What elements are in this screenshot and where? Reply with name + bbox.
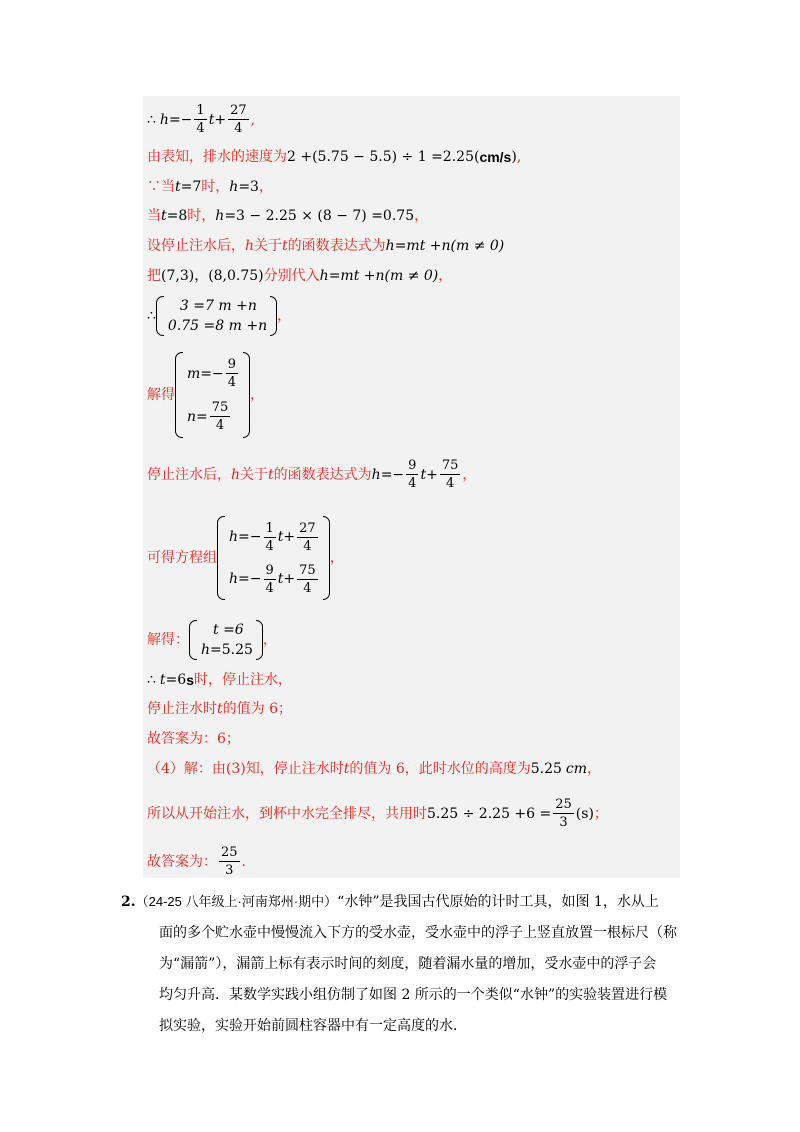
denominator: 4: [215, 418, 225, 433]
equation-system: [189, 620, 263, 660]
problem-text: 拟实验，实验开始前圆柱容器中有一定高度的水．: [159, 1018, 467, 1034]
punct: .: [241, 853, 246, 870]
solution-text: 关于: [254, 238, 283, 254]
solution-text: 分别代入: [263, 268, 320, 284]
fraction: [406, 459, 418, 490]
solution-text: 的值为 6，此时水位的高度为: [349, 761, 531, 777]
solution-line-2: [147, 150, 521, 164]
solution-text: 故答案为：: [147, 853, 217, 870]
math-expression: =3 − 2.25 × (8 − 7) =0.75: [224, 208, 415, 224]
denominator: 3: [559, 815, 568, 830]
equation-system: [156, 296, 277, 336]
unit-text: cm: [565, 761, 588, 777]
math-text: =−: [238, 571, 262, 587]
punct: ,: [516, 149, 522, 165]
math-text: =−: [168, 111, 193, 128]
problem-number: 2.: [121, 894, 136, 910]
math-text: ): [511, 149, 517, 165]
punct: ,: [250, 111, 256, 128]
var-t: t: [268, 466, 274, 483]
solution-text: 解得：: [147, 632, 189, 648]
solution-text: 的函数表达式为: [273, 466, 372, 483]
solution-line-4: [147, 209, 428, 223]
system-rows: [229, 516, 320, 600]
problem-line: [121, 886, 681, 918]
denominator: 4: [265, 538, 274, 554]
denominator: 3: [225, 863, 234, 878]
numerator: 9: [408, 458, 417, 473]
right-paren: [323, 516, 330, 600]
fraction: [264, 564, 276, 595]
solution-text: 的函数表达式为: [287, 238, 386, 254]
var-t: t: [159, 672, 166, 688]
var-h: h: [215, 208, 225, 224]
left-brace: [189, 620, 197, 660]
fraction: [219, 846, 240, 877]
system-rows: [168, 296, 267, 336]
solution-text: 的值为 6；: [222, 701, 292, 717]
var-t: t: [282, 238, 288, 254]
fraction: [553, 798, 574, 829]
solution-line-1: [147, 104, 255, 135]
solution-text: 所以从开始注水，到杯中水完全排尽，共用时: [147, 805, 427, 822]
problem-text: “水钟”是我国古代原始的计时工具，如图 1，水从上: [337, 894, 659, 910]
var-t: t: [175, 179, 181, 195]
math-text: +: [426, 466, 438, 483]
var-t: t: [277, 529, 284, 545]
math-text: =7: [180, 179, 202, 195]
numerator: 9: [227, 357, 237, 372]
solution-line-9: [147, 459, 476, 490]
problem-text: 均匀升高．某数学实践小组仿制了如图 2 所示的一个类似“水钟”的实验装置进行模: [159, 987, 668, 1003]
math-text: +: [283, 571, 296, 587]
unit-text: s: [186, 672, 194, 688]
fraction: [297, 522, 318, 553]
punct: ，: [587, 761, 602, 777]
solution-line-8: [147, 352, 264, 438]
solution-text: 停止注水后，: [147, 466, 231, 483]
math-expression: 5.25 ÷ 2.25 +6 =: [427, 805, 552, 822]
punct: ，: [438, 268, 453, 284]
problem-2: [121, 886, 681, 1042]
math-text: =−: [238, 529, 262, 545]
numerator: 75: [211, 400, 229, 415]
punct: ，: [258, 179, 273, 195]
solution-line-6: [147, 269, 452, 283]
solution-line-13: [147, 702, 292, 716]
math-text: =5.25: [210, 642, 253, 658]
equation-row: 0.75 =8 m +n: [167, 318, 268, 334]
denominator: 4: [303, 538, 312, 554]
fraction: [297, 564, 318, 595]
solution-text: 设停止注水后，: [147, 238, 245, 254]
var-h: h: [229, 529, 239, 545]
solution-text: 把: [147, 268, 161, 284]
problem-text: 面的多个贮水壶中慢慢流入下方的受水壶，受水壶中的浮子上竖直放置一根标尺（称: [159, 925, 677, 941]
var-h: h: [385, 238, 395, 254]
solution-line-16: [147, 798, 608, 829]
solution-line-10: [147, 516, 344, 600]
equation-row: [187, 401, 240, 432]
math-text: =6: [165, 672, 187, 688]
math-text: =−: [200, 365, 224, 382]
problem-text: 为“漏箭”），漏箭上标有表示时间的刻度，随着漏水量的增加，受水壶中的浮子会: [159, 956, 657, 972]
numerator: 1: [196, 103, 205, 118]
punct: ，: [462, 466, 477, 483]
math-text: +: [214, 111, 227, 128]
numerator: 1: [265, 520, 274, 536]
solution-text: 关于: [240, 466, 269, 483]
unit-text: (s): [575, 805, 594, 822]
problem-source: （24-25 八年级上·河南郑州·期中）: [135, 894, 338, 909]
fraction: [210, 401, 231, 432]
left-brace: [217, 516, 225, 600]
solution-line-5: [147, 239, 504, 253]
solution-line-7: [147, 296, 291, 336]
solution-line-3: [147, 180, 273, 194]
unit-text: cm/s: [479, 149, 512, 165]
fraction: [440, 459, 461, 490]
solution-text: 时，: [201, 179, 230, 195]
math-text: +: [283, 529, 296, 545]
numerator: 75: [299, 562, 316, 578]
solution-text: 由表知，排水的速度为: [147, 149, 287, 165]
math-text: =3: [238, 179, 259, 195]
var-h: h: [201, 642, 211, 658]
math-text: =−: [380, 466, 405, 483]
solution-text: ∵当: [147, 179, 175, 195]
fraction: [228, 104, 249, 135]
solution-line-15: [147, 762, 601, 776]
math-text: =8: [166, 208, 188, 224]
math-text: 5.25: [530, 761, 562, 777]
var-h: h: [371, 466, 381, 483]
right-paren: [270, 296, 277, 336]
right-paren: [256, 620, 263, 660]
left-brace: [175, 352, 183, 438]
math-expression: =mt +n(m ≠ 0): [328, 268, 439, 284]
denominator: 4: [445, 476, 455, 491]
var-t: t: [208, 111, 215, 128]
var-h: h: [159, 111, 169, 128]
solution-line-12: [147, 673, 292, 687]
solution-line-14: [147, 732, 240, 746]
therefore-symbol: ∴: [147, 672, 156, 688]
equation-row: t =6: [213, 622, 244, 638]
var-h: h: [245, 238, 255, 254]
solution-text: 可得方程组: [147, 550, 217, 566]
punct: ；: [593, 805, 608, 822]
equation-row: [229, 522, 320, 553]
fraction: [264, 522, 276, 553]
numerator: 25: [555, 797, 572, 812]
equation-row: [187, 358, 240, 389]
numerator: 9: [265, 562, 274, 578]
numerator: 75: [441, 458, 459, 473]
punct: ，: [250, 387, 265, 403]
system-rows: [187, 352, 240, 438]
denominator: 4: [265, 580, 274, 596]
math-expression: (7,3)，(8,0.75): [161, 268, 264, 284]
left-brace: [156, 296, 164, 336]
var-m: m: [187, 365, 201, 382]
var-h: h: [229, 571, 239, 587]
equation-row: [229, 564, 320, 595]
therefore-symbol: ∴: [147, 308, 156, 324]
solution-line-11: [147, 620, 277, 660]
punct: ，: [277, 308, 292, 324]
numerator: 27: [230, 103, 247, 118]
math-expression: =mt +n(m ≠ 0): [394, 238, 505, 254]
equation-row: [201, 643, 253, 657]
solution-line-17: [147, 846, 246, 877]
fraction: [226, 358, 238, 389]
system-rows: [201, 620, 253, 660]
denominator: 4: [408, 476, 417, 491]
math-text: =: [196, 408, 208, 425]
equation-system: [217, 516, 330, 600]
var-t: t: [420, 466, 427, 483]
solution-text: （4）解：由(3)知，停止注水时: [147, 761, 344, 777]
denominator: 4: [303, 580, 312, 596]
punct: ，: [329, 550, 344, 566]
solution-text: 解得: [147, 387, 175, 403]
var-h: h: [229, 179, 239, 195]
numerator: 27: [299, 520, 316, 536]
solution-text: 时，停止注水，: [194, 672, 292, 688]
fraction: [194, 104, 206, 135]
math-expression: 2 +(5.75 − 5.5) ÷ 1 =2.25(: [287, 149, 480, 165]
solution-text: 故答案为：6；: [147, 731, 240, 747]
solution-text: 时，: [187, 208, 216, 224]
var-h: h: [319, 268, 329, 284]
numerator: 25: [221, 845, 238, 860]
var-t: t: [161, 208, 167, 224]
right-paren: [243, 352, 250, 438]
var-t: t: [217, 701, 223, 717]
solution-text: 停止注水时: [147, 701, 217, 717]
var-h: h: [231, 466, 241, 483]
var-n: n: [187, 408, 197, 425]
equation-system: [175, 352, 250, 438]
var-t: t: [343, 761, 350, 777]
punct: ，: [414, 208, 429, 224]
denominator: 4: [196, 121, 205, 136]
equation-row: 3 =7 m +n: [179, 298, 257, 314]
solution-text: 当: [147, 208, 161, 224]
var-t: t: [277, 571, 284, 587]
denominator: 4: [227, 375, 237, 390]
punct: ，: [262, 632, 277, 648]
denominator: 4: [234, 121, 243, 136]
therefore-symbol: ∴: [147, 111, 156, 128]
